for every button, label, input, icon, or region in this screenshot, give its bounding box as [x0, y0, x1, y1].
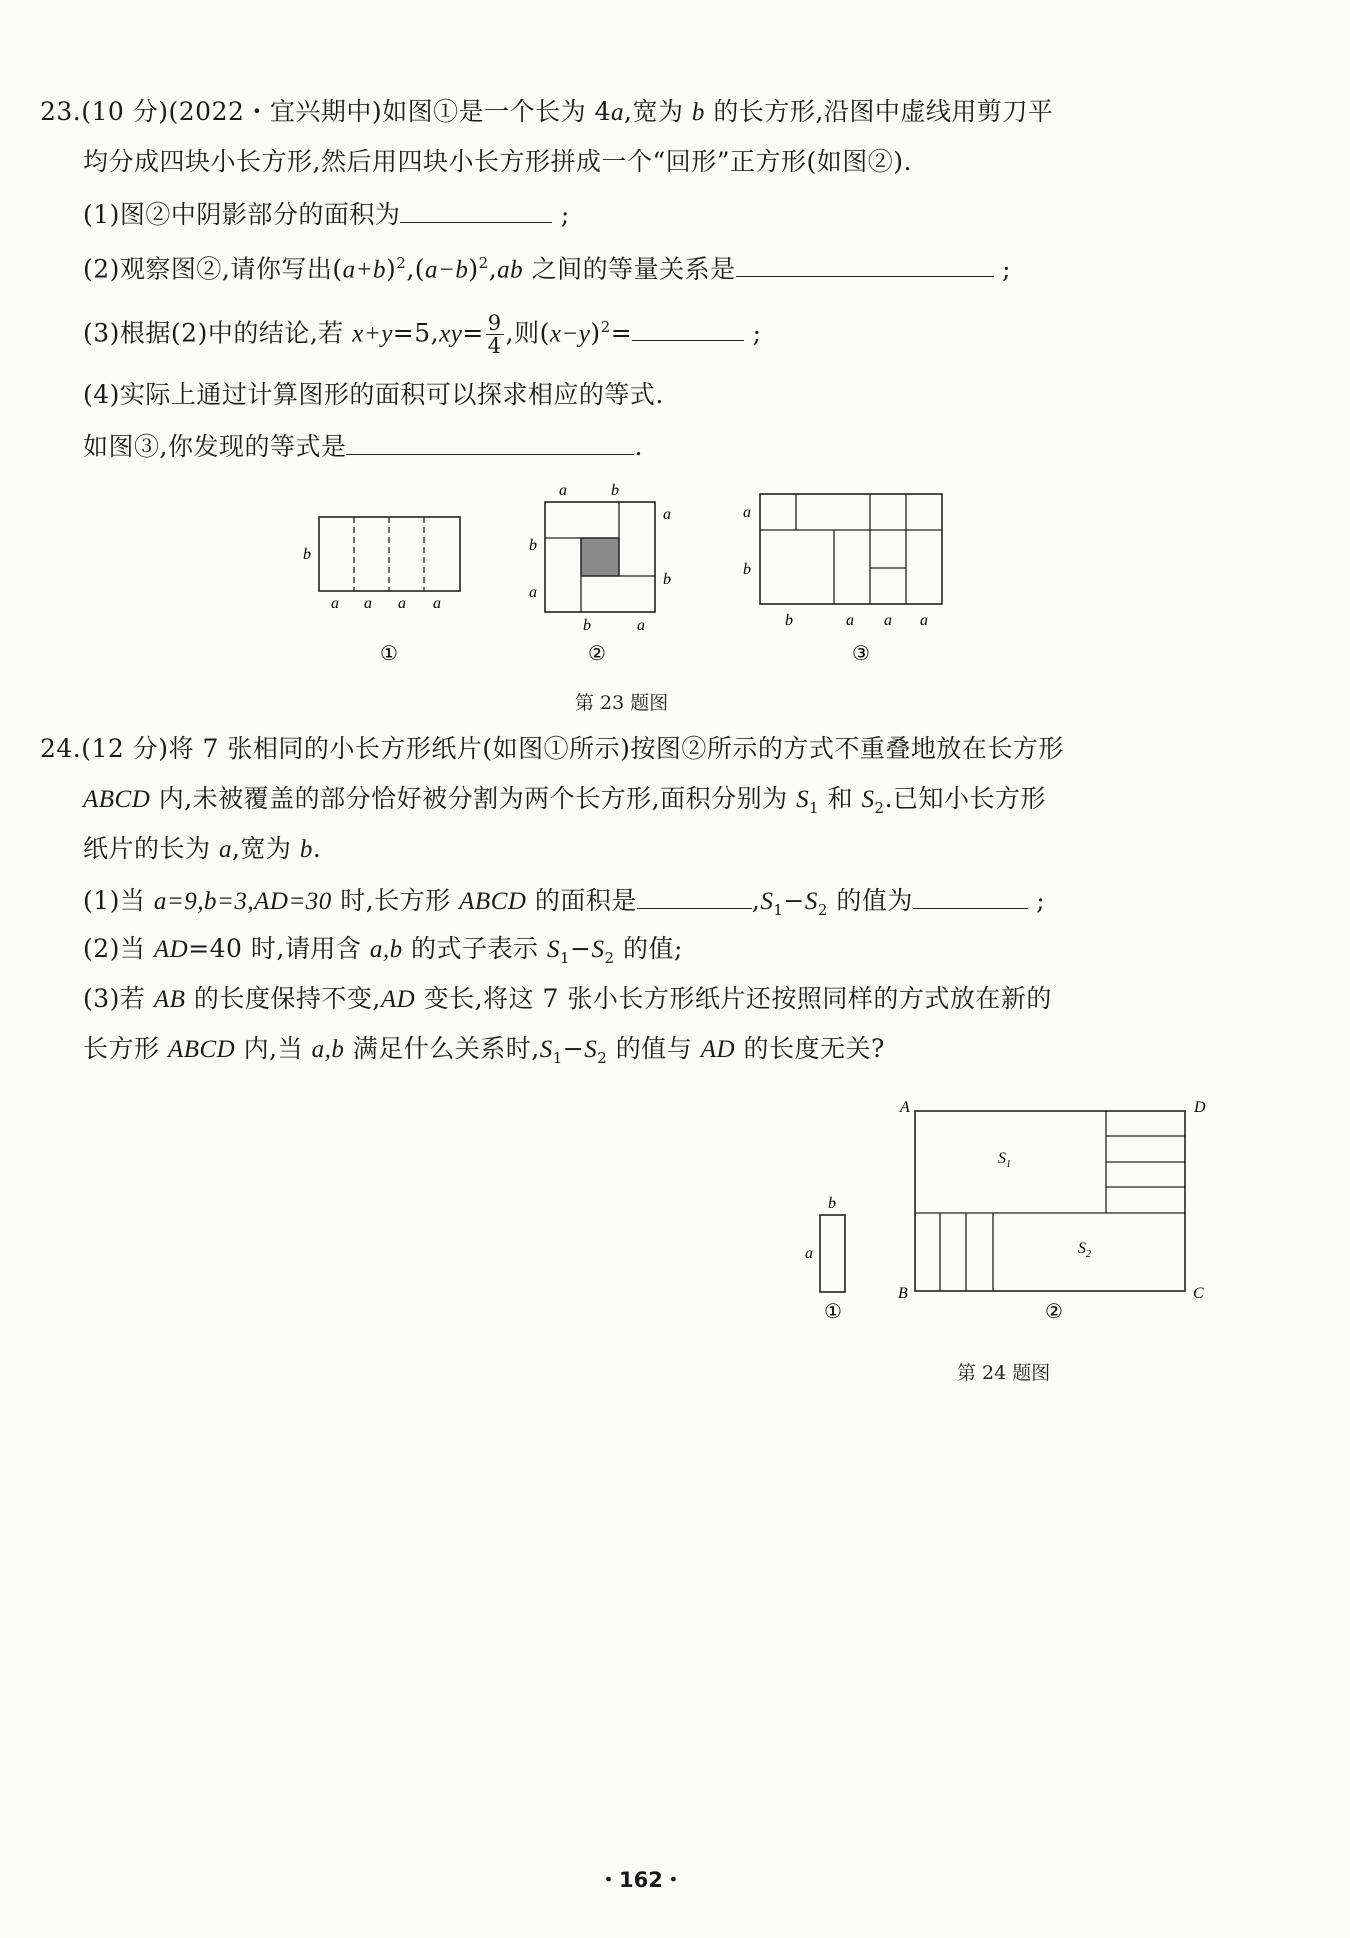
q24-part2: (2)当 AD=40 时,请用含 a,b 的式子表示 $S_1-S_2$ 的值;	[83, 934, 683, 967]
answer-blank[interactable]	[346, 428, 634, 455]
svg-text:a: a	[559, 482, 567, 499]
q23-line2: 均分成四块小长方形,然后用四块小长方形拼成一个“回形”正方形(如图②).	[83, 147, 912, 176]
q23-part3: (3)根据(2)中的结论,若 x+y=5,xy= $\frac{9}{4}$ ,则$(x-y)^2=$ ;	[83, 311, 762, 359]
svg-text:①: ①	[824, 1301, 842, 1323]
q23-figure-3	[743, 494, 942, 665]
svg-text:b: b	[743, 561, 751, 578]
svg-text:a: a	[805, 1245, 813, 1262]
page-number: ・162・	[598, 1868, 684, 1892]
svg-text:D: D	[1194, 1099, 1206, 1116]
svg-text:C: C	[1193, 1285, 1204, 1302]
svg-text:②: ②	[1045, 1301, 1063, 1323]
answer-blank[interactable]	[400, 196, 552, 223]
svg-text:a: a	[433, 595, 441, 612]
q23-part4: (4)实际上通过计算图形的面积可以探求相应的等式.	[83, 380, 664, 409]
q23-part2: (2)观察图②,请你写出$(a+b)^2,(a-b)^2,ab$ 之间的等量关系是 ;	[83, 246, 1011, 287]
answer-blank[interactable]	[913, 882, 1028, 909]
svg-text:a: a	[637, 617, 645, 634]
q24-line1: 24.(12 分)将 7 张相同的小长方形纸片(如图①所示)按图②所示的方式不重叠地放在长方形	[40, 734, 1064, 763]
fraction: $\frac{9}{4}$	[487, 311, 502, 359]
q23-part1: (1)图②中阴影部分的面积为 ;	[83, 196, 570, 232]
svg-text:b: b	[611, 482, 619, 499]
svg-text:b: b	[583, 617, 591, 634]
svg-text:B: B	[898, 1285, 908, 1302]
svg-text:a: a	[663, 506, 671, 523]
q23-figure-2	[529, 482, 671, 665]
q23-figures	[290, 475, 970, 675]
svg-text:①: ①	[380, 643, 398, 665]
answer-blank[interactable]	[637, 882, 752, 909]
svg-text:②: ②	[588, 643, 606, 665]
q23-part4b: 如图③,你发现的等式是 .	[83, 428, 643, 464]
q24-figure-2	[898, 1099, 1206, 1323]
q24-line3: 纸片的长为 a,宽为 b.	[83, 834, 322, 863]
svg-text:a: a	[529, 584, 537, 601]
svg-text:a: a	[364, 595, 372, 612]
svg-text:S1: $S_1$	[998, 1150, 1011, 1170]
q24-part3: (3)若 AB 的长度保持不变,AD 变长,将这 7 张小长方形纸片还按照同样的方式放在新的	[83, 984, 1052, 1013]
q23-caption: 第 23 题图	[575, 692, 669, 714]
answer-blank[interactable]	[632, 314, 744, 341]
svg-text:a: a	[331, 595, 339, 612]
svg-text:b: b	[303, 546, 311, 563]
svg-text:A: A	[900, 1099, 910, 1116]
q24-figures	[800, 1095, 1220, 1335]
svg-text:b: b	[663, 571, 671, 588]
q24-caption: 第 24 题图	[957, 1362, 1051, 1384]
q24-part3-line2: 长方形 ABCD 内,当 a,b 满足什么关系时$,S_1-S_2$ 的值与 AD 的长度无关?	[83, 1034, 885, 1067]
svg-text:③: ③	[852, 643, 870, 665]
svg-text:b: b	[785, 612, 793, 629]
svg-text:a: a	[743, 504, 751, 521]
q23-line1: 23.(10 分)(2022・宜兴期中)如图①是一个长为 4a,宽为 b 的长方形,沿图中虚线用剪刀平	[40, 97, 1054, 126]
svg-text:S2: $S_2$	[1078, 1240, 1091, 1260]
svg-text:a: a	[920, 612, 928, 629]
q23-figure-1	[303, 517, 460, 665]
svg-text:a: a	[846, 612, 854, 629]
answer-blank[interactable]	[736, 250, 994, 277]
svg-text:a: a	[398, 595, 406, 612]
q24-line2: ABCD 内,未被覆盖的部分恰好被分割为两个长方形,面积分别为 $S_1$ 和 $S_2$.已知小长方形	[83, 784, 1047, 817]
svg-text:b: b	[529, 537, 537, 554]
q24-part1: (1)当 a=9,b=3,AD=30 时,长方形 ABCD 的面积是 $,S_1-S_2$ 的值为 ;	[83, 882, 1045, 927]
q24-figure-1	[805, 1195, 845, 1323]
svg-text:b: b	[828, 1195, 836, 1212]
svg-text:a: a	[884, 612, 892, 629]
